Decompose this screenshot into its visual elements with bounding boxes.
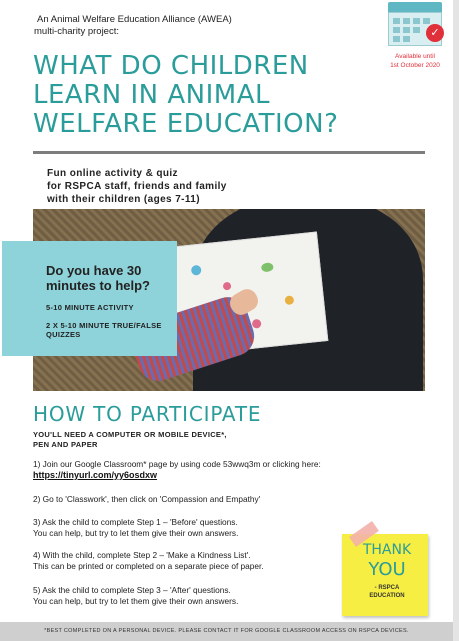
- step-text: You can help, but try to let them give their own answers.: [33, 528, 239, 538]
- subtitle: [47, 167, 347, 206]
- requirements-line: PEN AND PAPER: [33, 440, 98, 449]
- page-title: [33, 52, 353, 139]
- callout-item: 2 X 5-10 MINUTE TRUE/FALSE QUIZZES: [46, 321, 162, 339]
- footer-note: *BEST COMPLETED ON A PERSONAL DEVICE. PLEASE CONTACT IT FOR GOOGLE CLASSROOM ACCESS ON RSPCA DEVICES.: [0, 622, 453, 641]
- step-text: You can help, but try to let them give their own answers.: [33, 596, 239, 606]
- step-3: [33, 517, 393, 539]
- step-text: 4) With the child, complete Step 2 – 'Make a Kindness List'.: [33, 550, 251, 560]
- title-line: WELFARE EDUCATION?: [33, 109, 339, 139]
- classroom-link[interactable]: https://tinyurl.com/yy6osdxw: [33, 470, 158, 480]
- requirements-line: YOU'LL NEED A COMPUTER OR MOBILE DEVICE*,: [33, 430, 227, 439]
- callout-heading: Do you have 30 minutes to help?: [46, 263, 150, 293]
- availability-line: 1st October 2020: [390, 62, 440, 69]
- title-line: LEARN IN ANIMAL: [33, 80, 270, 110]
- title-divider: [33, 151, 425, 154]
- intro-text: [34, 14, 334, 38]
- requirements: [33, 430, 333, 450]
- step-2: [33, 494, 393, 505]
- availability-note: [370, 52, 459, 70]
- step-text: 1) Join our Google Classroom* page by using code 53wwq3m or clicking here:: [33, 459, 321, 469]
- calendar-check-icon: [388, 2, 442, 46]
- section-heading: HOW TO PARTICIPATE: [33, 402, 262, 426]
- step-text: 5) Ask the child to complete Step 3 – 'After' questions.: [33, 585, 231, 595]
- subtitle-line: for RSPCA staff, friends and family: [47, 181, 227, 192]
- note-you: YOU: [368, 559, 406, 580]
- signature-line: EDUCATION: [369, 593, 405, 599]
- signature-line: - RSPCA: [374, 585, 400, 591]
- step-1: [33, 459, 393, 481]
- callout-item: 5-10 MINUTE ACTIVITY: [46, 303, 134, 312]
- intro-line: An Animal Welfare Education Alliance (AWEA): [37, 14, 232, 25]
- note-signature: [355, 584, 419, 600]
- step-text: This can be printed or completed on a separate piece of paper.: [33, 561, 264, 571]
- title-line: WHAT DO CHILDREN: [33, 51, 309, 81]
- note-thank: THANK: [362, 542, 412, 558]
- step-text: 2) Go to 'Classwork', then click on 'Compassion and Empathy': [33, 494, 261, 504]
- calendar-header: [388, 2, 442, 12]
- availability-line: Available until: [395, 53, 435, 60]
- intro-line: multi-charity project:: [34, 26, 119, 37]
- step-4: [33, 550, 393, 572]
- step-text: 3) Ask the child to complete Step 1 – 'Before' questions.: [33, 517, 238, 527]
- time-callout: [2, 241, 177, 356]
- subtitle-line: Fun online activity & quiz: [47, 168, 178, 179]
- check-icon: ✓: [426, 24, 444, 42]
- subtitle-line: with their children (ages 7-11): [47, 194, 200, 205]
- step-5: [33, 585, 393, 607]
